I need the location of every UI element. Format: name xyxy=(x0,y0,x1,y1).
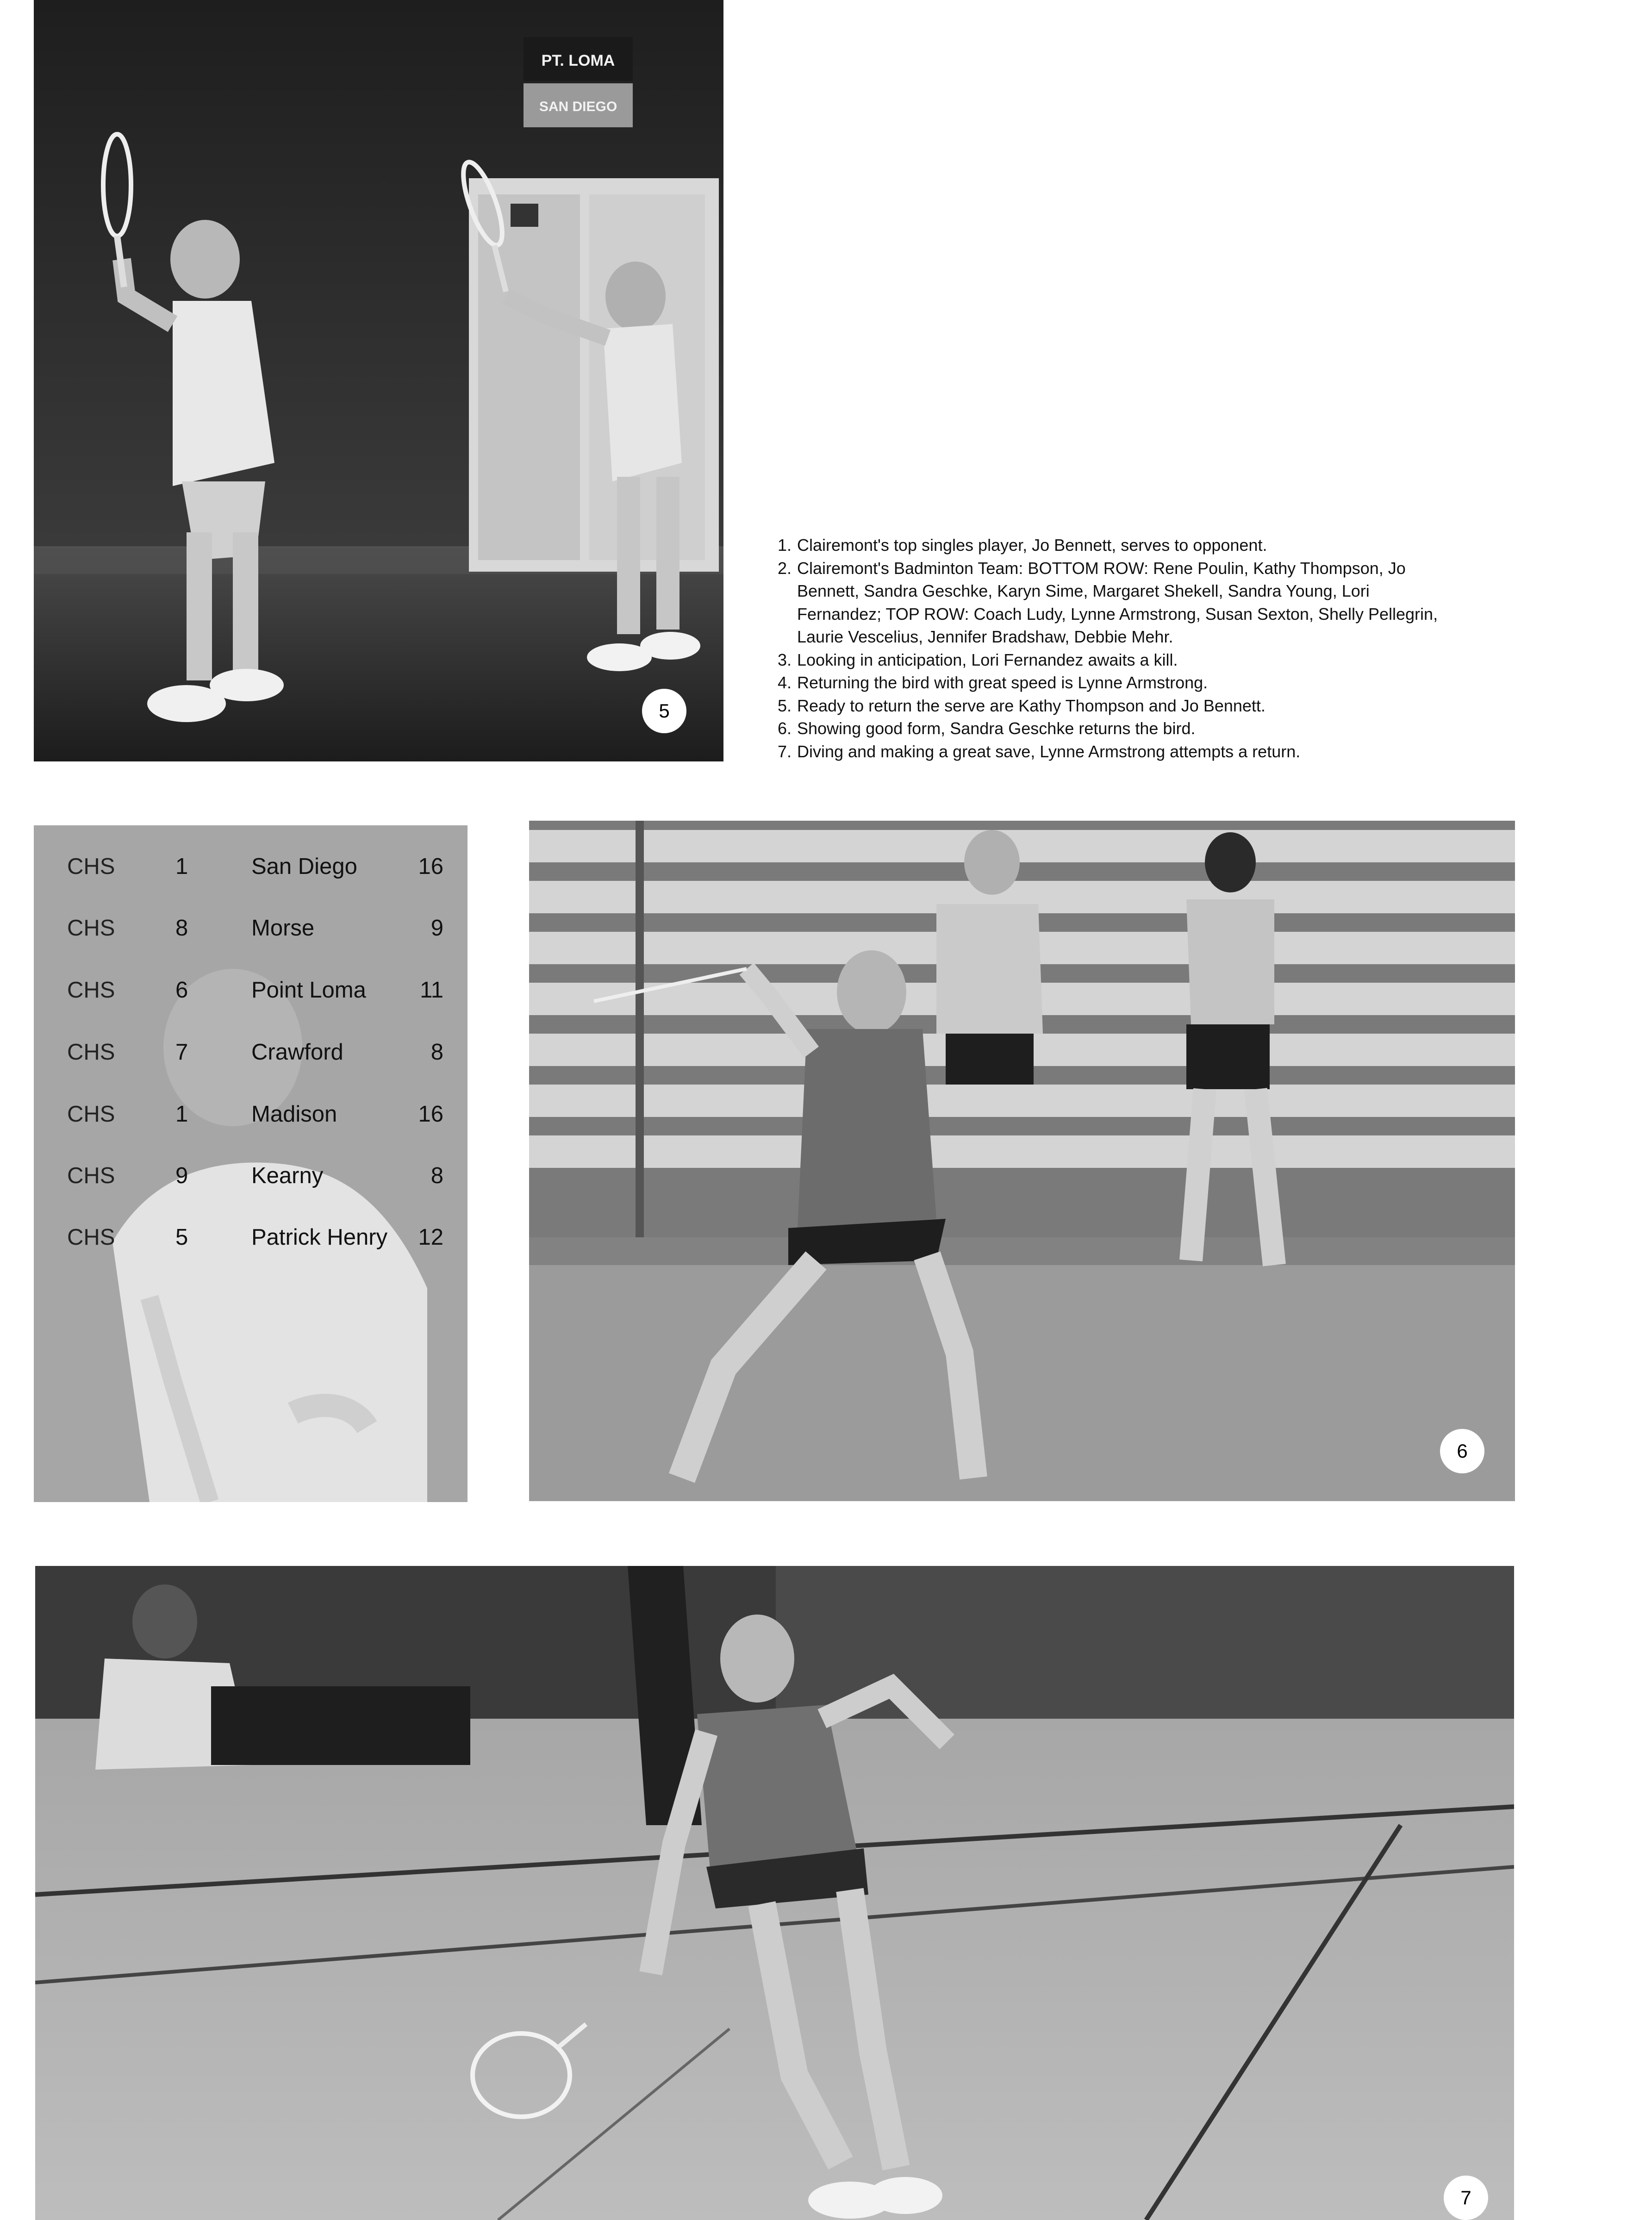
caption-number: 2. xyxy=(778,558,792,578)
score-opponent: San Diego xyxy=(251,854,357,879)
caption-text: Showing good form, Sandra Geschke returns the bird. xyxy=(797,719,1196,738)
caption-number: 3. xyxy=(778,650,792,669)
caption-item xyxy=(764,649,1449,672)
score-chs: 1 xyxy=(175,1102,188,1127)
sign-pt-loma xyxy=(524,37,633,81)
score-opponent-points: 12 xyxy=(418,1225,443,1250)
sign-san-diego xyxy=(524,83,633,127)
score-chs: 5 xyxy=(175,1225,188,1250)
photo-5-serving-players xyxy=(34,0,723,761)
caption-number: 7. xyxy=(778,742,792,761)
caption-text: Diving and making a great save, Lynne Armstrong attempts a return. xyxy=(797,742,1301,761)
score-row xyxy=(34,1093,468,1135)
score-chs: 9 xyxy=(175,1163,188,1188)
score-opponent: Crawford xyxy=(251,1040,343,1065)
caption-number: 6. xyxy=(778,719,792,738)
photo-5-number-badge: 5 xyxy=(642,689,686,733)
score-row xyxy=(34,1031,468,1073)
score-opponent: Kearny xyxy=(251,1163,324,1188)
score-opponent: Morse xyxy=(251,916,315,941)
score-opponent-points: 8 xyxy=(430,1040,443,1065)
score-school: CHS xyxy=(67,1040,115,1065)
photo-6-player-returning xyxy=(529,821,1515,1501)
score-chs: 6 xyxy=(175,978,188,1003)
photo-7-scene xyxy=(35,1566,1514,2220)
caption-text: Clairemont's Badminton Team: BOTTOM ROW: Rene Poulin, Kathy Thompson, Jo Bennett, Sandra Geschke, Karyn Sime, Margaret Shekell, Sandra Young, Lori Fernandez; TOP ROW: Coach Ludy, Lynne Armstrong, Susan Sexton, Shelly Pellegrin, Laurie Vescelius, Jennifer Bradshaw, Debbie Mehr. xyxy=(797,558,1438,646)
score-school: CHS xyxy=(67,854,115,879)
sign-san-diego-text: SAN DIEGO xyxy=(539,99,617,114)
caption-item xyxy=(764,557,1449,649)
caption-item xyxy=(764,534,1449,557)
photo-6-scene xyxy=(529,821,1515,1501)
caption-item xyxy=(764,717,1449,740)
caption-number: 5. xyxy=(778,696,792,715)
caption-text: Returning the bird with great speed is Lynne Armstrong. xyxy=(797,673,1208,692)
caption-number: 4. xyxy=(778,673,792,692)
score-row xyxy=(34,969,468,1011)
caption-text: Looking in anticipation, Lori Fernandez awaits a kill. xyxy=(797,650,1178,669)
caption-item xyxy=(764,671,1449,694)
score-chs: 7 xyxy=(175,1040,188,1065)
photo-7-number-badge: 7 xyxy=(1444,2176,1488,2220)
score-opponent: Madison xyxy=(251,1102,337,1127)
score-row xyxy=(34,1155,468,1197)
photo-captions xyxy=(764,525,1449,768)
caption-list xyxy=(764,525,1449,763)
score-opponent-points: 8 xyxy=(430,1163,443,1188)
score-chs: 8 xyxy=(175,916,188,941)
score-school: CHS xyxy=(67,1225,115,1250)
score-school: CHS xyxy=(67,1163,115,1188)
photo-6-number-badge: 6 xyxy=(1440,1429,1484,1473)
score-chs: 1 xyxy=(175,854,188,879)
score-school: CHS xyxy=(67,916,115,941)
score-opponent: Point Loma xyxy=(251,978,366,1003)
score-opponent: Patrick Henry xyxy=(251,1225,388,1250)
sign-pt-loma-text: PT. LOMA xyxy=(541,52,615,69)
caption-text: Clairemont's top singles player, Jo Bennett, serves to opponent. xyxy=(797,536,1267,555)
photo-5-scene xyxy=(34,0,723,761)
caption-item xyxy=(764,694,1449,717)
score-row xyxy=(34,846,468,887)
score-row xyxy=(34,1216,468,1258)
score-school: CHS xyxy=(67,1102,115,1127)
score-opponent-points: 9 xyxy=(430,916,443,941)
score-opponent-points: 16 xyxy=(418,1102,443,1127)
caption-item xyxy=(764,740,1449,763)
score-row xyxy=(34,907,468,949)
score-opponent-points: 11 xyxy=(420,978,443,1003)
caption-number: 1. xyxy=(778,536,792,555)
score-school: CHS xyxy=(67,978,115,1003)
season-scores-panel xyxy=(34,825,468,1502)
score-opponent-points: 16 xyxy=(418,854,443,879)
caption-text: Ready to return the serve are Kathy Thompson and Jo Bennett. xyxy=(797,696,1265,715)
photo-7-diving-save xyxy=(35,1566,1514,2220)
